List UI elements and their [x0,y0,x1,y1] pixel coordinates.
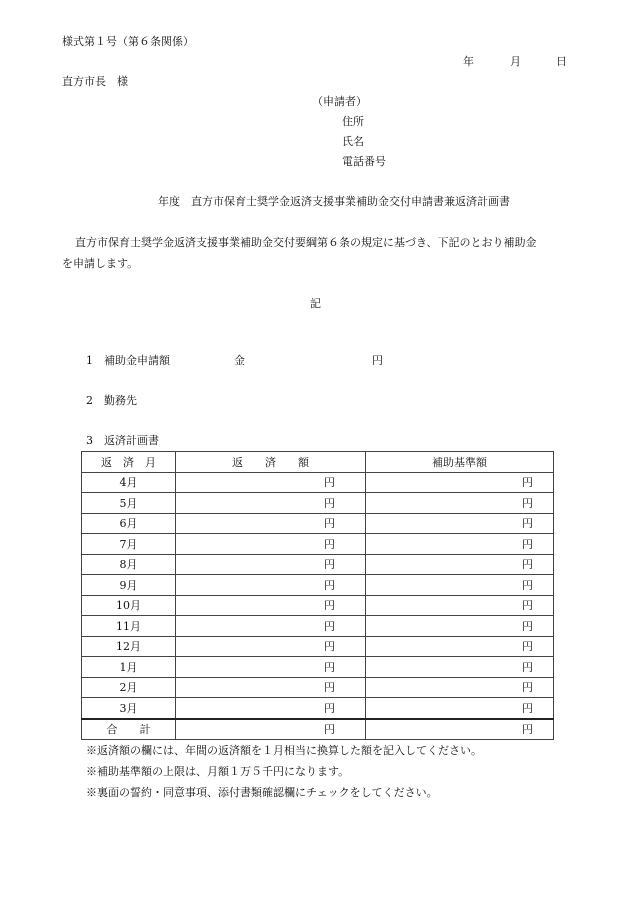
standard-cell[interactable]: 円 [366,636,554,657]
month-cell: 5月 [82,493,176,514]
header-repayment: 返 済 額 [176,452,366,473]
item1-kin: 金 [234,354,245,367]
table-row [82,595,554,616]
applicant-name-label: 氏名 [342,135,364,148]
repayment-cell[interactable]: 円 [176,616,366,637]
total-standard-cell[interactable]: 円 [366,719,554,740]
month-cell: 1月 [82,657,176,678]
header-standard: 補助基準額 [366,452,554,473]
note-3: ※裏面の誓約・同意事項、添付書類確認欄にチェックをしてください。 [86,786,438,799]
standard-cell[interactable]: 円 [366,554,554,575]
month-cell: 11月 [82,616,176,637]
applicant-heading: （申請者） [312,95,367,108]
repayment-cell[interactable]: 円 [176,575,366,596]
table-row [82,657,554,678]
table-row [82,575,554,596]
standard-cell[interactable]: 円 [366,575,554,596]
table-total-row [82,719,554,740]
repayment-cell[interactable]: 円 [176,493,366,514]
standard-cell[interactable]: 円 [366,657,554,678]
month-cell: 2月 [82,677,176,698]
table-row [82,534,554,555]
repayment-cell[interactable]: 円 [176,657,366,678]
note-1: ※返済額の欄には、年間の返済額を１月相当に換算した額を記入してください。 [86,744,482,757]
month-cell: 7月 [82,534,176,555]
applicant-address-label: 住所 [342,115,364,128]
repayment-cell[interactable]: 円 [176,677,366,698]
date-day: 日 [556,55,567,68]
repayment-cell[interactable]: 円 [176,534,366,555]
body-text-line1: 直方市保育士奨学金返済支援事業補助金交付要綱第６条の規定に基づき、下記のとおり補助金 [75,236,537,249]
total-repayment-cell[interactable]: 円 [176,719,366,740]
table-row [82,616,554,637]
month-cell: 10月 [82,595,176,616]
repayment-cell[interactable]: 円 [176,636,366,657]
header-month: 返 済 月 [82,452,176,473]
repayment-cell[interactable]: 円 [176,513,366,534]
standard-cell[interactable]: 円 [366,472,554,493]
month-cell: 6月 [82,513,176,534]
table-row [82,493,554,514]
addressee: 直方市長 様 [62,75,128,88]
month-cell: 3月 [82,698,176,719]
body-text-line2: を申請します。 [62,257,139,270]
document-title: 年度 直方市保育士奨学金返済支援事業補助金交付申請書兼返済計画書 [158,195,510,208]
standard-cell[interactable]: 円 [366,595,554,616]
standard-cell[interactable]: 円 [366,513,554,534]
month-cell: 8月 [82,554,176,575]
applicant-phone-label: 電話番号 [342,155,386,168]
repayment-cell[interactable]: 円 [176,595,366,616]
item1-yen: 円 [372,354,383,367]
standard-cell[interactable]: 円 [366,698,554,719]
item2-label: 2 勤務先 [86,394,137,407]
date-month: 月 [510,55,521,68]
note-2: ※補助基準額の上限は、月額１万５千円になります。 [86,765,350,778]
table-row [82,472,554,493]
repayment-plan-table [81,451,554,740]
table-row [82,636,554,657]
date-year: 年 [463,55,474,68]
item3-label: 3 返済計画書 [86,434,159,447]
month-cell: 9月 [82,575,176,596]
table-row [82,513,554,534]
item1-label: 1 補助金申請額 [86,354,170,367]
repayment-cell[interactable]: 円 [176,472,366,493]
repayment-cell[interactable]: 円 [176,698,366,719]
standard-cell[interactable]: 円 [366,616,554,637]
table-row [82,554,554,575]
standard-cell[interactable]: 円 [366,534,554,555]
ki-heading: 記 [310,297,321,310]
month-cell: 12月 [82,636,176,657]
standard-cell[interactable]: 円 [366,677,554,698]
standard-cell[interactable]: 円 [366,493,554,514]
month-cell: 4月 [82,472,176,493]
total-label: 合 計 [82,719,176,740]
table-row [82,677,554,698]
repayment-cell[interactable]: 円 [176,554,366,575]
form-label: 様式第１号（第６条関係） [62,35,194,48]
table-header-row [82,452,554,473]
table-row [82,698,554,719]
